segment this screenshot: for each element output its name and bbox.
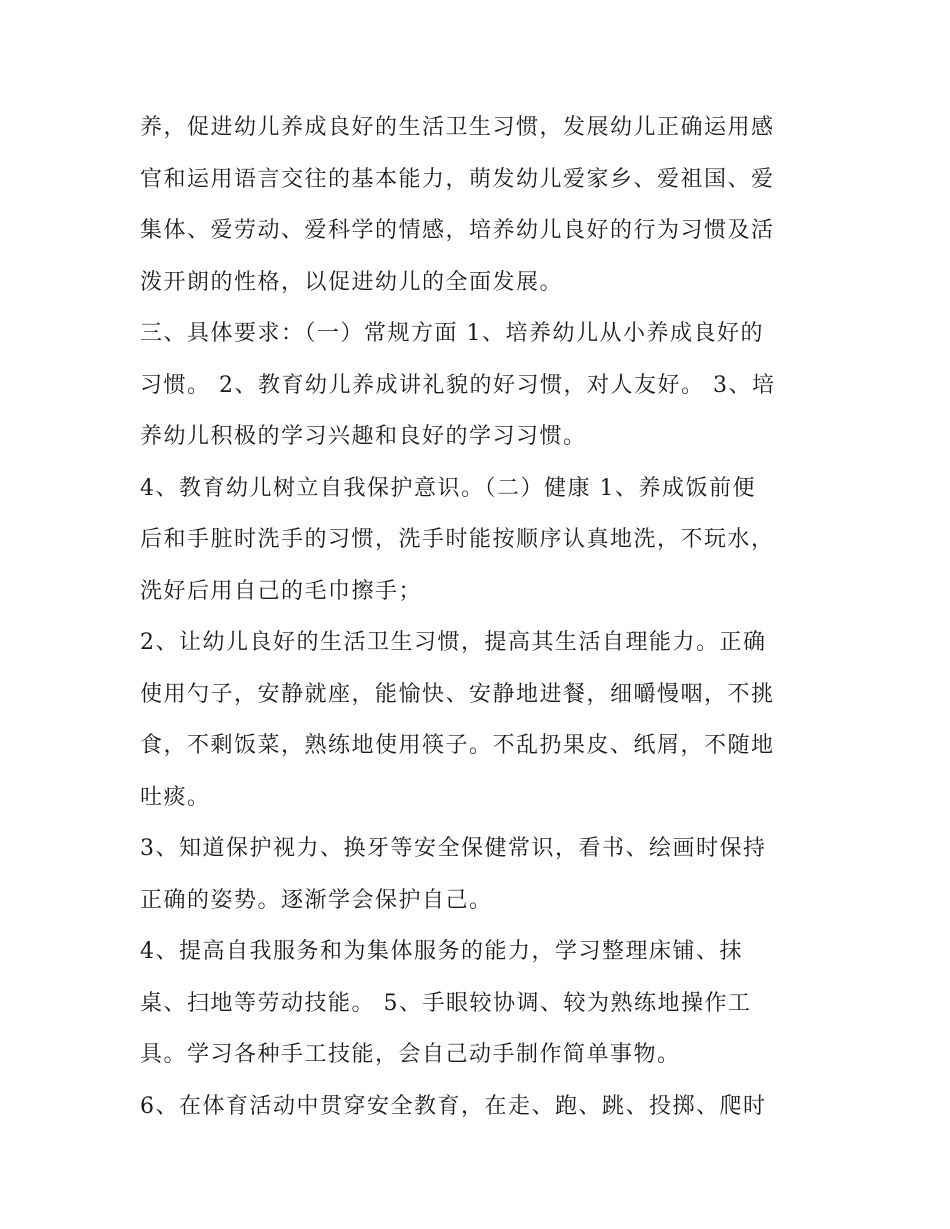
text-line: 6、在体育活动中贯穿安全教育，在走、跑、跳、投掷、爬时: [140, 1093, 767, 1119]
text-line: 集体、爱劳动、爱科学的情感，培养幼儿良好的行为习惯及活: [140, 218, 775, 243]
text-line: 习惯。 2、教育幼儿养成讲礼貌的好习惯，对人友好。 3、培: [140, 372, 776, 398]
text-line: 三、具体要求：（一）常规方面 1、培养幼儿从小养成良好的: [140, 321, 764, 346]
text-line: 桌、扫地等劳动技能。 5、手眼较协调、较为熟练地操作工: [140, 990, 752, 1016]
text-line: 3、知道保护视力、换牙等安全保健常识，看书、绘画时保持: [140, 836, 767, 861]
text-line: 2、让幼儿良好的生活卫生习惯，提高其生活自理能力。正确: [140, 630, 767, 655]
text-line: 养，促进幼儿养成良好的生活卫生习惯，发展幼儿正确运用感: [140, 115, 775, 140]
text-line: 官和运用语言交往的基本能力，萌发幼儿爱家乡、爱祖国、爱: [140, 166, 775, 192]
text-line: 吐痰。: [140, 784, 211, 810]
text-line: 4、提高自我服务和为集体服务的能力，学习整理床铺、抹: [140, 939, 743, 964]
text-line: 洗好后用自己的毛巾擦手；: [140, 578, 423, 604]
text-line: 食，不剩饭菜，熟练地使用筷子。不乱扔果皮、纸屑，不随地: [140, 733, 775, 758]
text-line: 养幼儿积极的学习兴趣和良好的学习习惯。: [140, 424, 587, 449]
document-body: [140, 102, 820, 1132]
text-line: 正确的姿势。逐渐学会保护自己。: [140, 887, 493, 913]
text-line: 具。学习各种手工技能，会自己动手制作简单事物。: [140, 1042, 681, 1067]
text-line: 使用勺子，安静就座，能愉快、安静地进餐，细嚼慢咽，不挑: [140, 681, 775, 707]
text-line: 泼开朗的性格，以促进幼儿的全面发展。: [140, 269, 564, 295]
text-line: 4、教育幼儿树立自我保护意识。（二）健康 1、养成饭前便: [140, 475, 756, 501]
text-line: 后和手脏时洗手的习惯，洗手时能按顺序认真地洗，不玩水，: [140, 527, 775, 552]
